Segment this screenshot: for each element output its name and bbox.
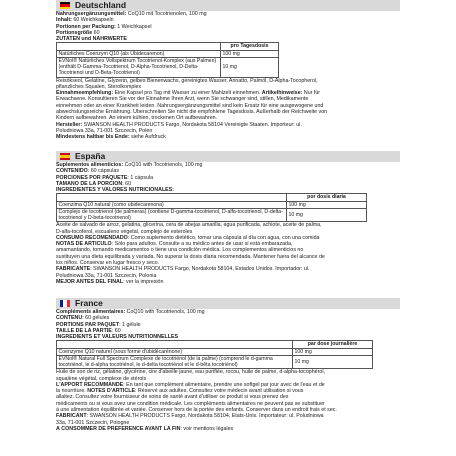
text-line — [56, 426, 400, 432]
text-run: abwechslungsreiche Ernährung. Überschreiten Sie nicht die empfohlene Tagesdosis. Außerhalb der Reichweite von — [56, 108, 328, 115]
label-body-text — [56, 369, 400, 432]
table-cell: 10 mg — [293, 355, 373, 368]
label-body-text — [56, 78, 400, 141]
bold-label: Mindestens haltbar bis Ende: — [56, 134, 130, 141]
section-title: España — [75, 151, 106, 162]
bold-label: NOTAS DE ARTÍCULO — [56, 241, 112, 248]
label-body-text — [56, 222, 400, 285]
text-run: einnehmen oder an einer Krankheit leiden. Nahrungsergänzungsmittel sind kein Ersatz für eine ausgewogene und — [56, 102, 324, 109]
text-run: allaitez. Consultez votre fournisseur de soins de santé avant d'utiliser ce produit si vous prenez des — [56, 394, 289, 401]
text-run: la nourriture. — [56, 388, 88, 395]
table-row — [57, 348, 373, 355]
section-header — [56, 151, 400, 162]
bold-label: Artikelhinweise: — [261, 90, 303, 97]
text-run: : SWANSON HEALTH PRODUCTS Fargo, Nordakota 58104, Estados Unidos. Importador: ul. — [90, 266, 310, 273]
table-header: por dosis diaria — [287, 194, 367, 201]
table-row — [57, 201, 367, 208]
table-cell: 10 mg — [221, 57, 279, 77]
bold-label: MEJOR ANTES DEL FINAL — [56, 278, 124, 285]
text-run: : SWANSON HEALTH PRODUCTS Fargo, Nordakota 58104, États-Unis. Importateur: ul. Poludniowa — [86, 413, 324, 420]
text-run: Kindern aufbewahren. An einem kühlen, trockenen Ort aufbewahren. — [56, 115, 218, 122]
product-info: Nahrungsergänzungsmittel: CoQ10 mit Tocotrienolen, 100 mg Inhalt: 60 Weichkapseln Portionen per Packung: 1 Weichkapsel Portionsgröße 60 ZUTATEN und NÄHRWERTE — [56, 11, 207, 43]
table-cell: 100 mg — [221, 50, 279, 57]
text-line — [56, 134, 400, 140]
text-run: : ver la impresión — [123, 278, 164, 285]
table-cell: 100 mg — [287, 201, 367, 208]
nutrition-table — [56, 42, 279, 77]
bold-label: L'APPORT RECOMMANDÉ — [56, 381, 124, 388]
bold-label: FABRICANT — [56, 413, 87, 420]
table-cell: Coenzyme Q10 naturel (sous forme d'ubidécarénone) — [57, 348, 293, 355]
text-run: Poludniowa 33a, 71-001 Szczecin, Polen — [56, 127, 153, 134]
section-header — [56, 0, 400, 11]
section-header — [56, 298, 400, 309]
text-line — [56, 279, 400, 285]
text-run: : Como suplemento dietético, tomar una cápsula al día con agua, con una comida — [127, 234, 320, 241]
text-run: : Sólo para adultos. Consulte a su médico antes de usar si está embarazada, — [111, 241, 293, 248]
text-run: : Réservé aux adultes. Consultez votre médecin avant utilisation si vous — [134, 388, 304, 395]
text-run: Nur für — [302, 90, 321, 97]
table-header-row — [57, 43, 279, 50]
text-run: : En tant que complément alimentaire, prendre une softgel par jour avec de l'eau et de — [123, 381, 325, 388]
text-run: D-alfa-tocoferol, escualeno vegetal, complejo de esteroles — [56, 228, 193, 235]
table-cell: Natürliches Coenzym Q10 (als Ubidecarenon) — [57, 50, 221, 57]
bold-label: Einnahmeempfehlung: — [56, 90, 114, 97]
table-header: pro Tagesdosis — [221, 43, 279, 50]
spain-flag-icon — [60, 153, 70, 160]
text-run: sustituyen una dieta equilibrada y variada. No superar la dosis diaria recomendada. Mantener fuera del alcance de — [56, 253, 325, 260]
text-run: : voir mentions légales — [180, 425, 234, 432]
label-document — [56, 0, 400, 456]
text-run: médicaments ou si vous avez une condition médicale. Les compléments alimentaires ne peuvent pas se substituer — [56, 400, 325, 407]
text-run: à une alimentation équilibrée et variée. Conserver hors de la portée des enfants. Conserver dans un endroit frais et sec. — [56, 407, 337, 414]
section-title: France — [75, 298, 103, 309]
table-row — [57, 57, 279, 77]
section-germany — [56, 0, 400, 140]
bold-label: À CONSOMMER DE PRÉFÉRENCE AVANT LA FIN — [56, 425, 181, 432]
bold-label: NOTES D'ARTICLE — [87, 388, 135, 395]
table-cell: EVNol® Natural Full Spectrum Complexe de tocotriénol (de la palme) (comprend le d-gamma tocotriénol, le d-alpha tocotriénol, le d-delta tocotriénol et le d-bêta tocotriénol) — [57, 355, 293, 368]
table-header-row — [57, 341, 373, 348]
nutrition-table — [56, 340, 373, 369]
text-run: Erwachsene. Konsultieren Sie vor der Einnahme Ihren Arzt, wenn Sie schwanger sind, stillen, Medikamente — [56, 96, 309, 103]
table-cell: Coenzima Q10 natural (como ubidecarenona) — [57, 201, 287, 208]
table-row — [57, 50, 279, 57]
table-cell: 100 mg — [293, 348, 373, 355]
text-run: SWANSON HEALTH PRODUCTS Fargo, Nordakota 58104 Vereinigte Staaten. Importeur: ul. — [82, 121, 302, 128]
text-run: siehe Aufdruck — [129, 134, 166, 141]
text-run: squalène végétal, complexe de stérols — [56, 375, 147, 382]
table-cell: Complejo de tocotrienol (de palmeras) (contiene D-gamma-tocotrienol, D-alfa-tocotrienol, D-delta-tocotrienol y D-beta-tocotrienol) — [57, 208, 287, 221]
text-run: Reisökseol, Gelatine, Glyzerin, gelbes Bienenwachs, gereinigtes Wasser, Annatto, Palmöl, D-Alpha-Tocopherol, — [56, 77, 318, 84]
text-run: pflanzliches Squalen, Sterolkomplex — [56, 83, 142, 90]
product-info: Suplementos alimenticios: CoQ10 with Tocotrienols, 100 mg CONTENIDO: 60 cápsulas PORCIONES POR PAQUETE: 1 cápsula TAMAÑO DE LA PORCIÓN: 60 INGREDIENTES Y VALORES NUTRICIONALES: — [56, 162, 203, 194]
germany-flag-icon — [60, 2, 70, 9]
table-row — [57, 355, 373, 368]
table-header: par dose journalière — [293, 341, 373, 348]
product-info: Compléments alimentaires: CoQ10 with Tocotrienols, 100 mg CONTENU: 60 gélules PORTIONS PAR PAQUET: 1 gélule TAILLE DE LA PARTIE: 60 INGRÉDIENTS ET VALEURS NUTRITIONNELLES — [56, 309, 205, 341]
text-run: los niños. Conservar en lugar fresco y seco. — [56, 260, 160, 267]
text-run: Huile de son de riz, gélatine, glycérine, cire d'abeille jaune, eau purifiée, rocou, huile de palme, d-alpha-tocophérol, — [56, 369, 325, 376]
table-cell: 10 mg — [287, 208, 367, 221]
bold-label: CONSUMO RECOMENDADO — [56, 234, 128, 241]
bold-label: FABRICANTE — [56, 266, 91, 273]
section-france — [56, 298, 400, 432]
text-run: Poludniowa 33a, 71-001 Szczecin, Polonia — [56, 272, 157, 279]
table-cell: EVNol® Natürliches Vollspektrum Tocotrienol-Komplex (aus Palmen) (enthält D-Gamma-Tocotrienol, D-Alpha-Tocotrienol, D-Delta-Tocotrienol und D-Beta-Tocotrienol) — [57, 57, 221, 77]
table-header-row — [57, 194, 367, 201]
nutrition-table — [56, 193, 367, 222]
text-run: Eine Kapsel pro Tag mit Wasser zu einer Mahlzeit einnehmen. — [113, 90, 262, 97]
text-run: 33a, 71-001 Szczecin, Pologne — [56, 419, 130, 426]
bold-label: Hersteller: — [56, 121, 83, 128]
text-run: Aceite de salvado de arroz, gelatina, glicerina, cera de abejas amarilla, agua purificada, achiote, aceite de palma, — [56, 222, 322, 229]
section-title: Deutschland — [75, 0, 127, 11]
section-spain — [56, 151, 400, 285]
table-row — [57, 208, 367, 221]
text-run: amamantando, tomando medicamentos o tiene una condición médica. Los complementos alimenticios no — [56, 247, 304, 254]
france-flag-icon — [60, 300, 70, 307]
